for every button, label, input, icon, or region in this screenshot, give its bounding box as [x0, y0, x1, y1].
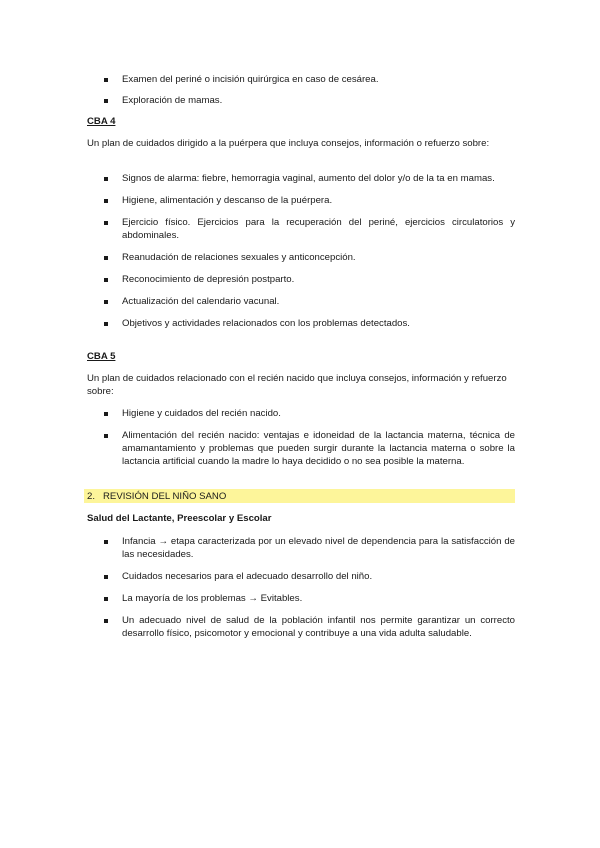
list-item: Cuidados necesarios para el adecuado desarrollo del niño. [87, 570, 515, 583]
top-bullet-list [87, 73, 515, 107]
cba5-intro: Un plan de cuidados relacionado con el recién nacido que incluya consejos, información y refuerzo sobre: [87, 373, 507, 397]
list-item: Reanudación de relaciones sexuales y anticoncepción. [87, 251, 515, 264]
cba5-heading: CBA 5 [87, 351, 116, 362]
list-item: Ejercicio físico. Ejercicios para la recuperación del periné, ejercicios circulatorios y abdominales. [87, 216, 515, 242]
list-item: La mayoría de los problemas → Evitables. [87, 592, 515, 605]
list-item: Higiene, alimentación y descanso de la puérpera. [87, 194, 515, 207]
list-item: Signos de alarma: fiebre, hemorragia vaginal, aumento del dolor y/o de la ta en mamas. [87, 172, 515, 185]
list-item: Infancia → etapa caracterizada por un elevado nivel de dependencia para la satisfacción de las necesidades. [87, 535, 515, 561]
section2-bullet-list [87, 535, 515, 640]
section-number: 2. [87, 491, 96, 502]
list-item: Exploración de mamas. [87, 94, 515, 107]
cba4-bullet-list [87, 172, 515, 330]
list-item: Objetivos y actividades relacionados con los problemas detectados. [87, 317, 515, 330]
section-title: REVISIÓN DEL NIÑO SANO [103, 491, 227, 502]
cba4-heading: CBA 4 [87, 116, 116, 127]
cba4-intro: Un plan de cuidados dirigido a la puérpera que incluya consejos, información o refuerzo sobre: [87, 138, 490, 149]
list-item: Alimentación del recién nacido: ventajas e idoneidad de la lactancia materna, técnica de amamantamiento y problemas que pueden surgir durante la lactancia materna o sobre la lactancia artificial cuando la madre lo haya decidido o no sea posible la materna. [87, 429, 515, 468]
list-item: Reconocimiento de depresión postparto. [87, 273, 515, 286]
section-subheading: Salud del Lactante, Preescolar y Escolar [87, 513, 272, 524]
list-item: Examen del periné o incisión quirúrgica en caso de cesárea. [87, 73, 515, 86]
list-item: Higiene y cuidados del recién nacido. [87, 407, 515, 420]
cba5-bullet-list [87, 407, 515, 468]
list-item: Actualización del calendario vacunal. [87, 295, 515, 308]
list-item: Un adecuado nivel de salud de la población infantil nos permite garantizar un correcto desarrollo físico, psicomotor y emocional y contribuye a una vida adulta saludable. [87, 614, 515, 640]
